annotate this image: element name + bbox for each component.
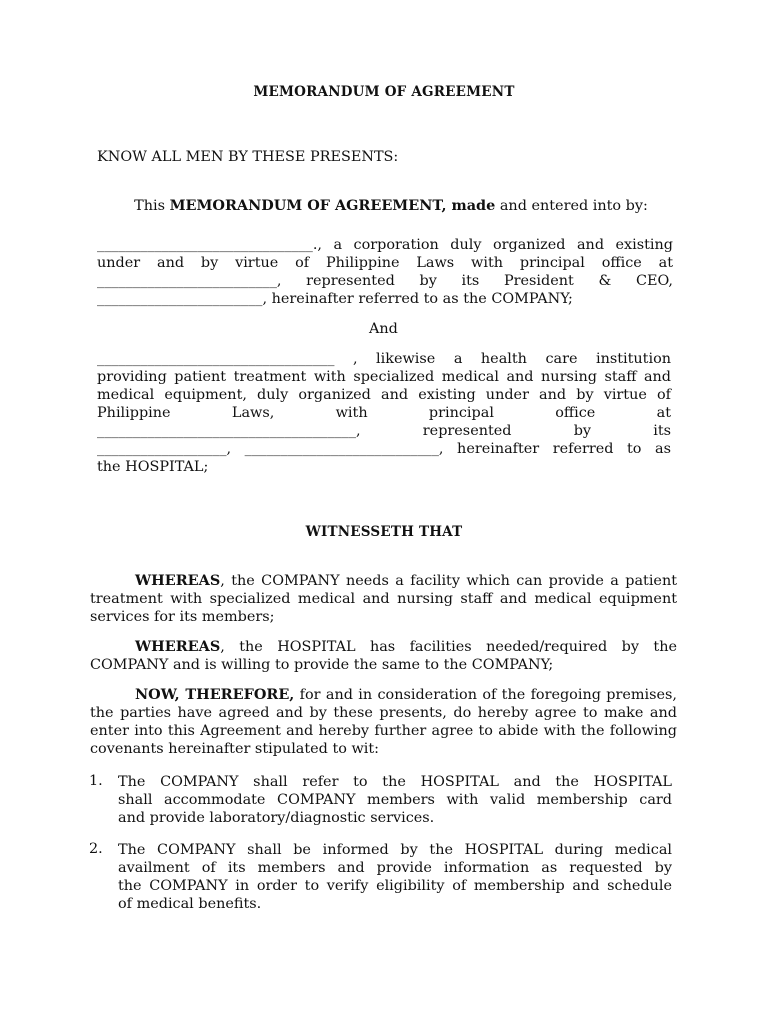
company-line-3: _________________________, represented by its President & CEO,	[97, 273, 673, 289]
hospital-line-1: _________________________________ , likewise a health care institution	[97, 351, 671, 367]
item-1-line-3: and provide laboratory/diagnostic services.	[118, 810, 435, 826]
hospital-line-4: Philippine Laws, with principal office at	[97, 405, 671, 421]
hospital-line-2: providing patient treatment with specialized medical and nursing staff and	[97, 369, 671, 385]
hospital-paragraph	[97, 350, 671, 476]
hospital-line-5: ____________________________________, represented by its	[97, 423, 671, 439]
company-paragraph	[97, 236, 673, 308]
now-therefore-line-3: enter into this Agreement and hereby further agree to abide with the following	[90, 723, 677, 739]
intro-line: This MEMORANDUM OF AGREEMENT, made and entered into by:	[134, 197, 648, 214]
whereas-clause-2	[90, 638, 677, 674]
company-line-2: under and by virtue of Philippine Laws with principal office at	[97, 255, 673, 271]
now-therefore-clause	[90, 686, 677, 758]
hospital-line-6: __________________, ___________________________, hereinafter referred to as	[97, 441, 671, 457]
item-1-number: 1.	[89, 773, 103, 789]
now-therefore-line-1: NOW, THEREFORE, for and in consideration of the foregoing premises,	[135, 686, 677, 703]
covenant-item-1	[118, 773, 672, 827]
company-line-1: ______________________________., a corporation duly organized and existing	[97, 237, 673, 253]
item-1-line-2: shall accommodate COMPANY members with valid membership card	[118, 792, 672, 808]
whereas-2-line-2: COMPANY and is willing to provide the same to the COMPANY;	[90, 657, 554, 673]
now-therefore-line-4: covenants hereinafter stipulated to wit:	[90, 741, 380, 757]
item-2-line-2: availment of its members and provide information as requested by	[118, 860, 672, 876]
whereas-1-line-2: treatment with specialized medical and nursing staff and medical equipment	[90, 591, 677, 607]
and-connector: And	[369, 321, 398, 337]
item-1-line-1: The COMPANY shall refer to the HOSPITAL and the HOSPITAL	[118, 774, 672, 790]
whereas-1-line-1: WHEREAS, the COMPANY needs a facility which can provide a patient	[135, 572, 677, 589]
item-2-number: 2.	[89, 841, 103, 857]
item-2-line-4: of medical benefits.	[118, 896, 262, 912]
whereas-1-line-3: services for its members;	[90, 609, 275, 625]
document-title: MEMORANDUM OF AGREEMENT	[253, 84, 515, 100]
item-2-line-3: the COMPANY in order to verify eligibility of membership and schedule	[118, 878, 672, 894]
covenant-item-2	[118, 841, 672, 913]
witnesseth-heading: WITNESSETH THAT	[305, 524, 463, 540]
whereas-clause-1	[90, 572, 677, 626]
whereas-2-line-1: WHEREAS, the HOSPITAL has facilities needed/required by the	[135, 638, 677, 655]
item-2-line-1: The COMPANY shall be informed by the HOSPITAL during medical	[118, 842, 672, 858]
company-line-4: _______________________, hereinafter referred to as the COMPANY;	[97, 291, 573, 307]
now-therefore-line-2: the parties have agreed and by these presents, do hereby agree to make and	[90, 705, 677, 721]
know-all-men-heading: KNOW ALL MEN BY THESE PRESENTS:	[97, 149, 399, 165]
hospital-line-3: medical equipment, duly organized and existing under and by virtue of	[97, 387, 671, 403]
hospital-line-7: the HOSPITAL;	[97, 459, 209, 475]
